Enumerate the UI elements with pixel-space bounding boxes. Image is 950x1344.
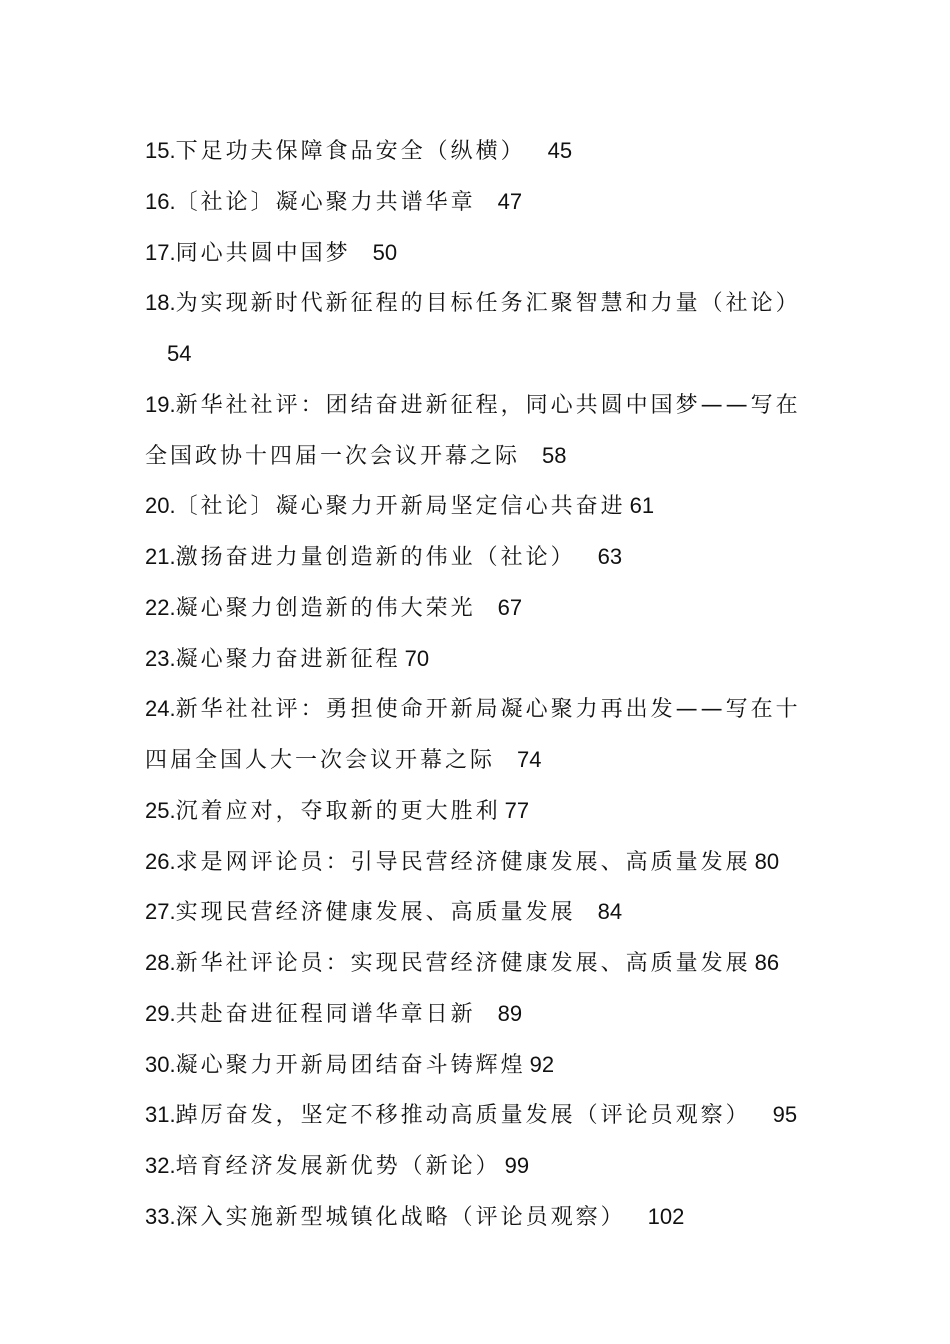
entry-page-number: 84 xyxy=(597,899,623,925)
toc-entry xyxy=(145,989,810,1040)
entry-title: 凝心聚力开新局团结奋斗铸辉煌 xyxy=(175,1052,526,1078)
entry-number: 27. xyxy=(145,899,176,925)
entry-page-number: 63 xyxy=(597,544,623,569)
entry-title: 凝心聚力创造新的伟大荣光 xyxy=(175,595,476,621)
entry-page-number: 50 xyxy=(372,239,398,265)
entry-title: 为实现新时代新征程的目标任务汇聚智慧和力量（社论） xyxy=(175,291,801,317)
toc-entry xyxy=(145,1141,810,1192)
entry-page-number: 58 xyxy=(542,442,567,468)
entry-page-number: 102 xyxy=(647,1203,685,1229)
entry-page-number: 92 xyxy=(529,1051,555,1077)
entry-number: 25. xyxy=(145,797,176,823)
entry-page-number: 67 xyxy=(497,594,523,620)
entry-number: 19. xyxy=(145,391,176,417)
entry-number: 17. xyxy=(145,239,176,265)
entry-number: 31. xyxy=(145,1102,176,1128)
toc-entry xyxy=(145,1192,810,1243)
toc-entry xyxy=(145,837,810,888)
entry-title: 激扬奋进力量创造新的伟业（社论） xyxy=(175,545,576,570)
entry-title: 凝心聚力奋进新征程 xyxy=(175,646,401,672)
entry-number: 15. xyxy=(145,138,176,163)
toc-entry xyxy=(145,1090,810,1141)
toc-entry xyxy=(145,532,810,583)
entry-title: 求是网评论员：引导民营经济健康发展、高质量发展 xyxy=(175,849,751,875)
entry-title: 沉着应对，夺取新的更大胜利 xyxy=(175,798,501,824)
entry-title: 〔社论〕凝心聚力开新局坚定信心共奋进 xyxy=(175,494,626,520)
toc-entry xyxy=(145,938,810,989)
entry-title: 新华社评论员：实现民营经济健康发展、高质量发展 xyxy=(175,951,751,976)
entry-title: 踔厉奋发，坚定不移推动高质量发展（评论员观察） xyxy=(175,1103,751,1129)
entry-page-number: 89 xyxy=(497,1000,523,1026)
entry-page-number: 54 xyxy=(167,341,192,366)
entry-number: 20. xyxy=(145,493,176,519)
toc-entry xyxy=(145,887,810,938)
toc-entry xyxy=(145,126,810,177)
toc-entry xyxy=(145,634,810,685)
entry-number: 23. xyxy=(145,645,176,671)
entry-number: 22. xyxy=(145,594,176,620)
entry-number: 26. xyxy=(145,848,176,874)
entry-page-number: 99 xyxy=(504,1153,530,1178)
entry-number: 28. xyxy=(145,950,176,975)
entry-page-number: 47 xyxy=(497,188,523,214)
entry-title: 深入实施新型城镇化战略（评论员观察） xyxy=(175,1204,626,1230)
entry-title: 培育经济发展新优势（新论） xyxy=(175,1154,501,1179)
toc-entry xyxy=(145,278,810,380)
entry-title: 下足功夫保障食品安全（纵横） xyxy=(175,139,526,164)
toc-entry xyxy=(145,228,810,279)
entry-page-number: 95 xyxy=(772,1102,798,1128)
entry-title: 同心共圆中国梦 xyxy=(175,240,351,266)
entry-page-number: 77 xyxy=(504,797,530,823)
entry-page-number: 74 xyxy=(517,747,542,772)
entry-number: 32. xyxy=(145,1153,176,1178)
entry-title: 共赴奋进征程同谱华章日新 xyxy=(175,1001,476,1027)
entry-number: 30. xyxy=(145,1051,176,1077)
entry-title: 新华社社评：团结奋进新征程，同心共圆中国梦——写在全国政协十四届一次会议开幕之际 xyxy=(145,392,801,469)
entry-title: 〔社论〕凝心聚力共谱华章 xyxy=(175,189,476,215)
entry-page-number: 80 xyxy=(754,848,780,874)
toc-entry xyxy=(145,786,810,837)
entry-number: 33. xyxy=(145,1203,176,1229)
entry-page-number: 70 xyxy=(404,645,430,671)
toc-entry xyxy=(145,1040,810,1091)
entry-title: 新华社社评：勇担使命开新局凝心聚力再出发——写在十四届全国人大一次会议开幕之际 xyxy=(145,697,801,773)
entry-number: 29. xyxy=(145,1000,176,1026)
toc-entry xyxy=(145,583,810,634)
entry-number: 24. xyxy=(145,696,176,722)
entry-page-number: 86 xyxy=(754,950,780,975)
toc-entry xyxy=(145,684,810,786)
toc-entry xyxy=(145,380,810,482)
entry-title: 实现民营经济健康发展、高质量发展 xyxy=(175,900,576,926)
toc-entry xyxy=(145,481,810,532)
entry-page-number: 45 xyxy=(547,138,573,163)
entry-page-number: 61 xyxy=(629,493,655,519)
toc-entry xyxy=(145,177,810,228)
entry-number: 21. xyxy=(145,544,176,569)
table-of-contents xyxy=(145,126,810,1243)
entry-number: 18. xyxy=(145,290,176,316)
entry-number: 16. xyxy=(145,188,176,214)
